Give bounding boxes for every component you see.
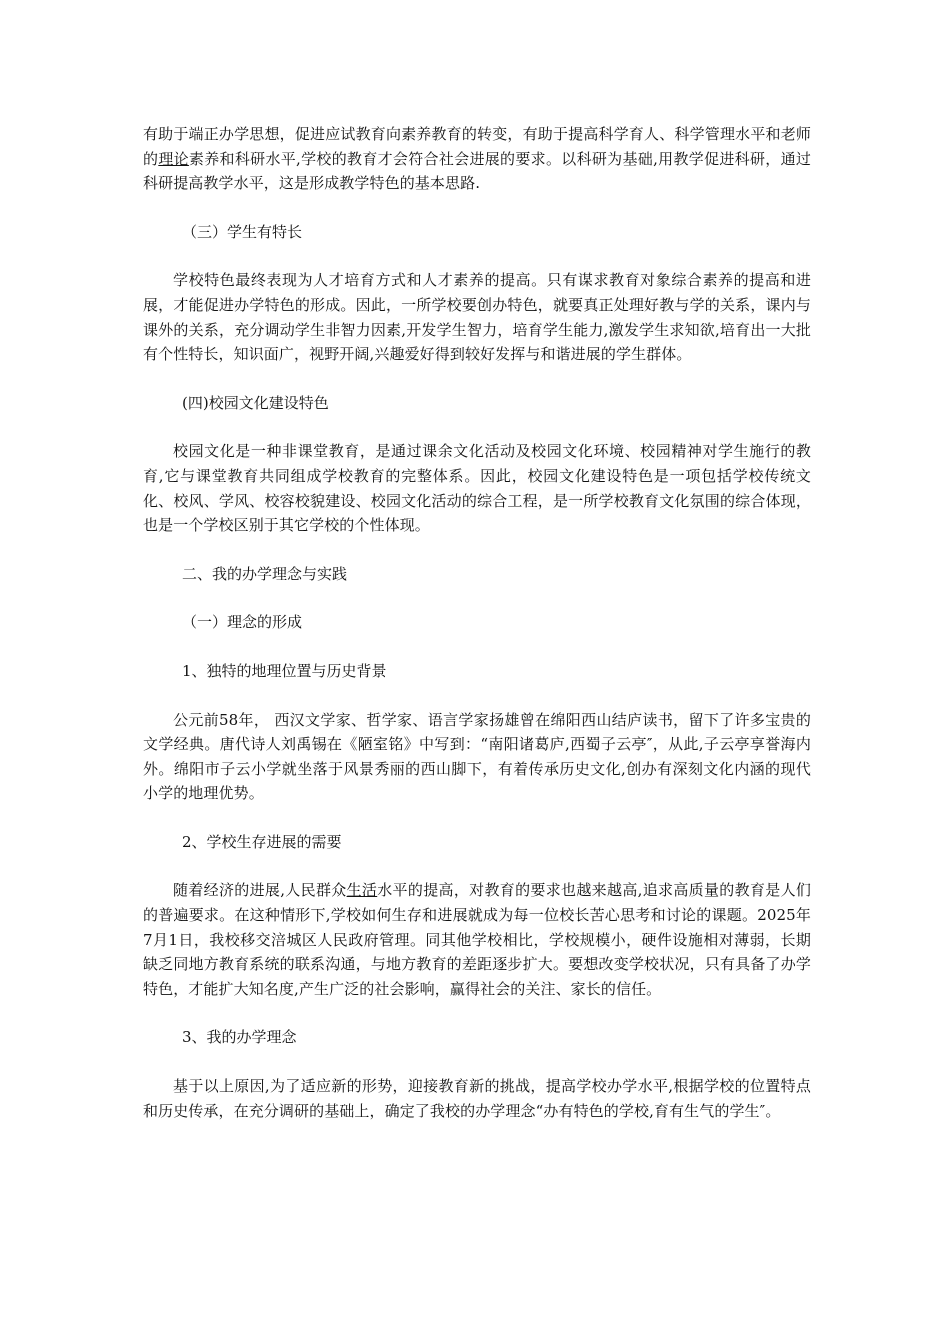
heading-section-two: 二、我的办学理念与实践 xyxy=(182,564,348,583)
paragraph-school-development xyxy=(143,878,811,1001)
paragraph-text: 随着经济的进展,人民群众 xyxy=(173,881,347,900)
paragraph-campus-culture: 校园文化是一种非课堂教育，是通过课余文化活动及校园文化环境、校园精神对学生施行的教育,它与课堂教育共同组成学校教育的完整体系。因此，校园文化建设特色是一项包括学校传统文化、校风、学风、校容校貌建设、校园文化活动的综合工程，是一所学校教育文化氛围的综合体现，也是一个学校区别于其它学校的个性体现。 xyxy=(143,442,811,535)
paragraph-my-philosophy: 基于以上原因,为了适应新的形势，迎接教育新的挑战，提高学校办学水平,根据学校的位置特点和历史传承，在充分调研的基础上，确定了我校的办学理念“办有特色的学校,育有生气的学生″。 xyxy=(143,1077,811,1120)
paragraph-geography-history: 公元前58年， 西汉文学家、哲学家、语言学家扬雄曾在绵阳西山结庐读书，留下了许多宝贵的文学经典。唐代诗人刘禹锡在《陋室铭》中写到：“南阳诸葛庐,西蜀子云亭″，从此,子云亭享誉海内外。绵阳市子云小学就坐落于风景秀丽的西山脚下，有着传承历史文化,创办有深刻文化内涵的现代小学的地理优势。 xyxy=(143,710,811,803)
heading-my-philosophy: 3、我的办学理念 xyxy=(182,1028,297,1047)
heading-students-specialty: （三）学生有特长 xyxy=(182,222,303,241)
paragraph-research xyxy=(143,122,811,196)
heading-school-development: 2、学校生存进展的需要 xyxy=(182,832,342,851)
life-link[interactable]: 生活 xyxy=(346,881,378,900)
theory-link[interactable]: 理论 xyxy=(158,149,189,168)
heading-concept-formation: （一）理念的形成 xyxy=(182,613,303,632)
paragraph-text: 有助于端正办学思想，促进应试教育向素养教育的转变，有助于提高科学育人、科学管理水平和老师的 xyxy=(143,125,811,168)
paragraph-text: 素养和科研水平,学校的教育才会符合社会进展的要求。以科研为基础,用教学促进科研，通过科研提高教学水平，这是形成教学特色的基本思路. xyxy=(143,149,811,193)
document-page xyxy=(143,122,811,1123)
heading-campus-culture: (四)校园文化建设特色 xyxy=(182,393,329,412)
paragraph-students: 学校特色最终表现为人才培育方式和人才素养的提高。只有谋求教育对象综合素养的提高和进展，才能促进办学特色的形成。因此，一所学校要创办特色，就要真正处理好教与学的关系，课内与课外的关系，充分调动学生非智力因素,开发学生智力，培育学生能力,激发学生求知欲,培育出一大批有个性特长，知识面广，视野开阔,兴趣爱好得到较好发挥与和谐进展的学生群体。 xyxy=(143,271,811,364)
paragraph-text: 水平的提高，对教育的要求也越来越高,追求高质量的教育是人们的普遍要求。在这种情形下,学校如何生存和进展就成为每一位校长苦心思考和讨论的课题。2025年7月1日，我校移交涪城区人民政府管理。同其他学校相比，学校规模小，硬件设施相对薄弱，长期缺乏同地方教育系统的联系沟通，与地方教育的差距逐步扩大。要想改变学校状况，只有具备了办学特色，才能扩大知名度,产生广泛的社会影响，赢得社会的关注、家长的信任。 xyxy=(143,881,811,998)
heading-geography-history: 1、独特的地理位置与历史背景 xyxy=(182,661,387,680)
